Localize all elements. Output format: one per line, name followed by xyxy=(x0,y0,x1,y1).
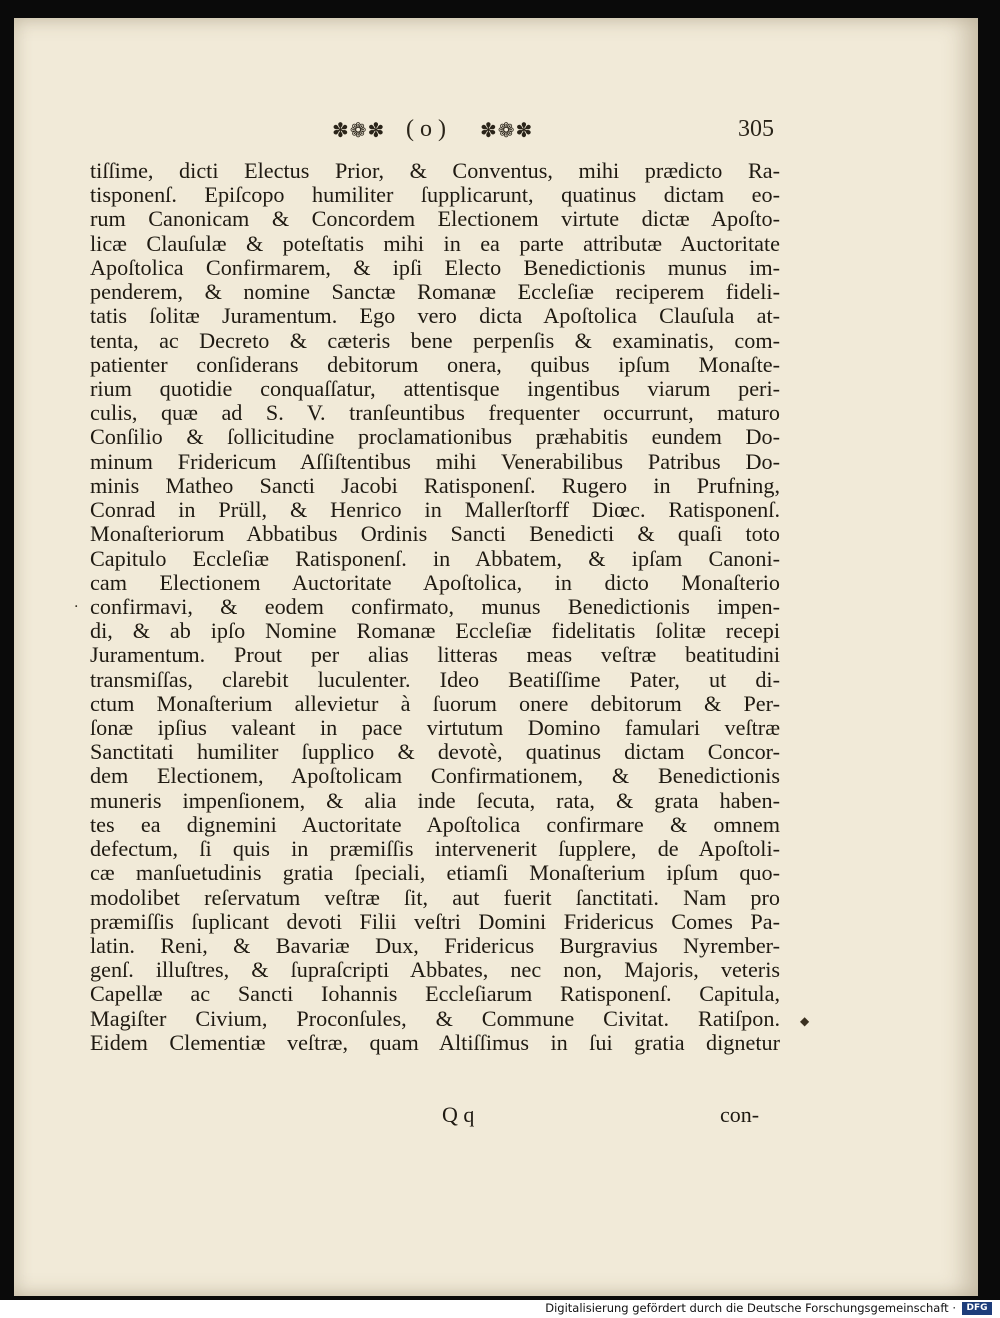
catchword: con- xyxy=(720,1102,760,1127)
text-line: penderem, & nomine Sanctæ Romanæ Eccleſiæ reciperem fideli- xyxy=(90,279,780,305)
text-line: Conrad in Prüll, & Henrico in Mallerſtorff Diœc. Ratisponenſ. xyxy=(90,497,780,523)
book-page xyxy=(14,18,978,1296)
text-line: rium quotidie conquaſſatur, attentisque ingentibus viarum peri- xyxy=(90,375,780,401)
running-head-paren: ( o ) xyxy=(406,116,446,142)
text-line: Conſilio & ſollicitudine proclamationibus præhabitis eundem Do- xyxy=(90,424,780,450)
margin-arrow-icon: ◆ xyxy=(800,1014,810,1028)
text-line: Monaſteriorum Abbatibus Ordinis Sancti Benedicti & quaſi toto xyxy=(90,521,780,547)
text-line: confirmavi, & eodem confirmato, munus Benedictionis impen- xyxy=(90,593,780,619)
text-line: dem Electionem, Apoſtolicam Confirmationem, & Benedictionis xyxy=(90,763,780,789)
text-line: culis, quæ ad S. V. tranſeuntibus frequenter occurrunt, maturo xyxy=(90,400,780,426)
text-line: præmiſſis ſuplicant devoti Filii veſtri Domini Fridericus Comes Pa- xyxy=(90,908,780,934)
text-line: di, & ab ipſo Nomine Romanæ Eccleſiæ fidelitatis ſolitæ recepi xyxy=(90,618,780,644)
text-line: Eidem Clementiæ veſtræ, quam Altiſſimus in ſui gratia dignetur xyxy=(90,1029,780,1055)
text-line: tisponenſ. Epiſcopo humiliter ſupplicarunt, quatinus dictam eo- xyxy=(90,182,780,208)
text-line: Capellæ ac Sancti Iohannis Eccleſiarum Ratisponenſ. Capitula, xyxy=(90,981,780,1007)
text-line: genſ. illuſtres, & ſupraſcripti Abbates, nec non, Majoris, veteris xyxy=(90,957,780,983)
text-line: rum Canonicam & Concordem Electionem virtute dictæ Apoſto- xyxy=(90,206,780,232)
margin-mark-icon: . xyxy=(74,595,79,611)
text-line: minum Fridericum Aſſiſtentibus mihi Venerabilibus Patribus Do- xyxy=(90,448,780,474)
text-line: muneris impenſionem, & alia inde ſecuta, rata, & grata haben- xyxy=(90,787,780,813)
text-line: defectum, ſi quis in præmiſſis intervenerit ſupplere, de Apoſtoli- xyxy=(90,836,780,862)
ornament-right-icon: ✽❁✽ xyxy=(480,118,534,142)
text-line: transmiſſas, clarebit luculenter. Ideo Beatiſſime Pater, ut di- xyxy=(90,666,780,692)
text-line: tatis ſolitæ Juramentum. Ego vero dicta Apoſtolica Clauſula at- xyxy=(90,303,780,329)
text-line: minis Matheo Sancti Jacobi Ratisponenſ. Rugero in Prufning, xyxy=(90,472,780,498)
dfg-logo-icon: DFG xyxy=(962,1302,992,1315)
text-line: tiſſime, dicti Electus Prior, & Conventus, mihi prædicto Ra- xyxy=(90,158,780,183)
text-line: tenta, ac Decreto & cæteris bene perpenſis & examinatis, com- xyxy=(90,327,780,353)
dfg-banner-text: Digitalisierung gefördert durch die Deutsche Forschungsgemeinschaft · xyxy=(545,1301,956,1315)
page-footer xyxy=(14,1098,978,1132)
text-line: Capitulo Eccleſiæ Ratisponenſ. in Abbatem, & ipſam Canoni- xyxy=(90,545,780,571)
text-line: modolibet reſervatum veſtræ ſit, aut fuerit ſanctitati. Nam pro xyxy=(90,884,780,910)
text-line: Apoſtolica Confirmarem, & ipſi Electo Benedictionis munus im- xyxy=(90,254,780,280)
text-line: patienter conſiderans debitorum onera, quibus ipſum Monaſte- xyxy=(90,351,780,377)
text-line: tes ea dignemini Auctoritate Apoſtolica confirmare & omnem xyxy=(90,811,780,837)
dfg-banner xyxy=(0,1300,1000,1318)
signature-mark: Q q xyxy=(442,1102,475,1127)
text-line: Juramentum. Prout per alias litteras meas veſtræ beatitudini xyxy=(90,642,780,668)
text-line: latin. Reni, & Bavariæ Dux, Fridericus Burgravius Nyrember- xyxy=(90,933,780,958)
text-line: cam Electionem Auctoritate Apoſtolica, in dicto Monaſterio xyxy=(90,569,780,595)
text-line: Sanctitati humiliter ſupplico & devotè, quatinus dictam Concor- xyxy=(90,739,780,765)
text-line: cæ manſuetudinis gratia ſpeciali, etiamſi Monaſterium ipſum quo- xyxy=(90,860,780,886)
text-line: ctum Monaſterium allevietur à ſuorum onere debitorum & Per- xyxy=(90,690,780,716)
page-header xyxy=(14,118,978,152)
text-line: ſonæ ipſius valeant in pace virtutum Domino famulari veſtræ xyxy=(90,715,780,741)
ornament-left-icon: ✽❁✽ xyxy=(332,118,386,142)
text-line: Magiſter Civium, Proconſules, & Commune Civitat. Ratiſpon. xyxy=(90,1005,780,1031)
text-line: licæ Clauſulæ & poteſtatis mihi in ea parte attributæ Auctoritate xyxy=(90,230,780,256)
page-number: 305 xyxy=(738,116,774,142)
body-text xyxy=(90,159,780,1055)
